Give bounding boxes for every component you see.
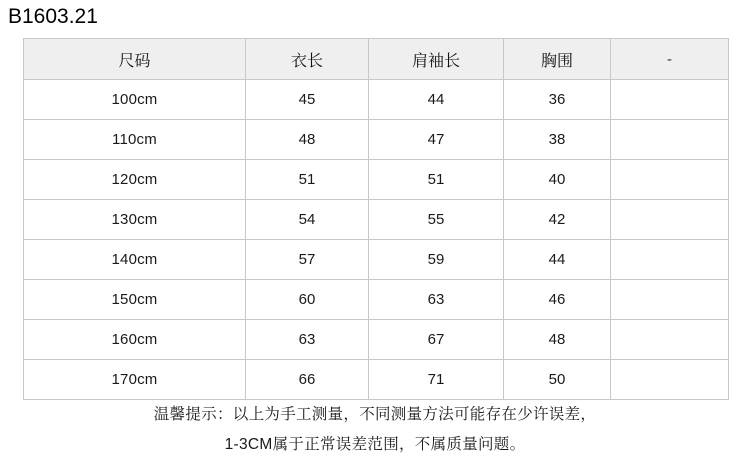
column-header-extra: - <box>611 39 729 80</box>
cell-shoulder-sleeve: 71 <box>369 360 504 400</box>
cell-bust: 42 <box>504 200 611 240</box>
table-row <box>24 280 729 320</box>
table-row <box>24 360 729 400</box>
cell-length: 51 <box>246 160 369 200</box>
column-header-shoulder-sleeve: 肩袖长 <box>369 39 504 80</box>
table-row <box>24 80 729 120</box>
cell-length: 45 <box>246 80 369 120</box>
cell-extra <box>611 80 729 120</box>
cell-shoulder-sleeve: 47 <box>369 120 504 160</box>
cell-extra <box>611 200 729 240</box>
cell-shoulder-sleeve: 51 <box>369 160 504 200</box>
cell-bust: 38 <box>504 120 611 160</box>
cell-bust: 50 <box>504 360 611 400</box>
measurement-note <box>0 400 750 460</box>
cell-length: 54 <box>246 200 369 240</box>
cell-extra <box>611 360 729 400</box>
size-table <box>23 38 729 400</box>
cell-bust: 48 <box>504 320 611 360</box>
table-header-row <box>24 39 729 80</box>
table-row <box>24 200 729 240</box>
cell-size: 110cm <box>24 120 246 160</box>
note-line-1: 温馨提示：以上为手工测量，不同测量方法可能存在少许误差， <box>153 406 597 423</box>
column-header-length: 衣长 <box>246 39 369 80</box>
table-header <box>24 39 729 80</box>
cell-shoulder-sleeve: 67 <box>369 320 504 360</box>
table-row <box>24 240 729 280</box>
column-header-size: 尺码 <box>24 39 246 80</box>
table-row <box>24 320 729 360</box>
note-line-2: 1-3CM属于正常误差范围，不属质量问题。 <box>224 436 526 453</box>
cell-bust: 40 <box>504 160 611 200</box>
cell-extra <box>611 120 729 160</box>
cell-bust: 46 <box>504 280 611 320</box>
table-row <box>24 160 729 200</box>
cell-bust: 44 <box>504 240 611 280</box>
cell-size: 160cm <box>24 320 246 360</box>
cell-shoulder-sleeve: 44 <box>369 80 504 120</box>
cell-size: 150cm <box>24 280 246 320</box>
cell-shoulder-sleeve: 55 <box>369 200 504 240</box>
cell-length: 60 <box>246 280 369 320</box>
table-body <box>24 80 729 400</box>
size-table-container <box>23 38 728 400</box>
cell-length: 66 <box>246 360 369 400</box>
cell-shoulder-sleeve: 59 <box>369 240 504 280</box>
table-row <box>24 120 729 160</box>
cell-length: 48 <box>246 120 369 160</box>
cell-size: 100cm <box>24 80 246 120</box>
cell-bust: 36 <box>504 80 611 120</box>
cell-size: 120cm <box>24 160 246 200</box>
cell-extra <box>611 240 729 280</box>
cell-extra <box>611 280 729 320</box>
cell-extra <box>611 160 729 200</box>
cell-size: 170cm <box>24 360 246 400</box>
cell-extra <box>611 320 729 360</box>
cell-size: 140cm <box>24 240 246 280</box>
column-header-bust: 胸围 <box>504 39 611 80</box>
page-title: B1603.21 <box>8 5 98 28</box>
cell-length: 57 <box>246 240 369 280</box>
cell-length: 63 <box>246 320 369 360</box>
cell-size: 130cm <box>24 200 246 240</box>
cell-shoulder-sleeve: 63 <box>369 280 504 320</box>
